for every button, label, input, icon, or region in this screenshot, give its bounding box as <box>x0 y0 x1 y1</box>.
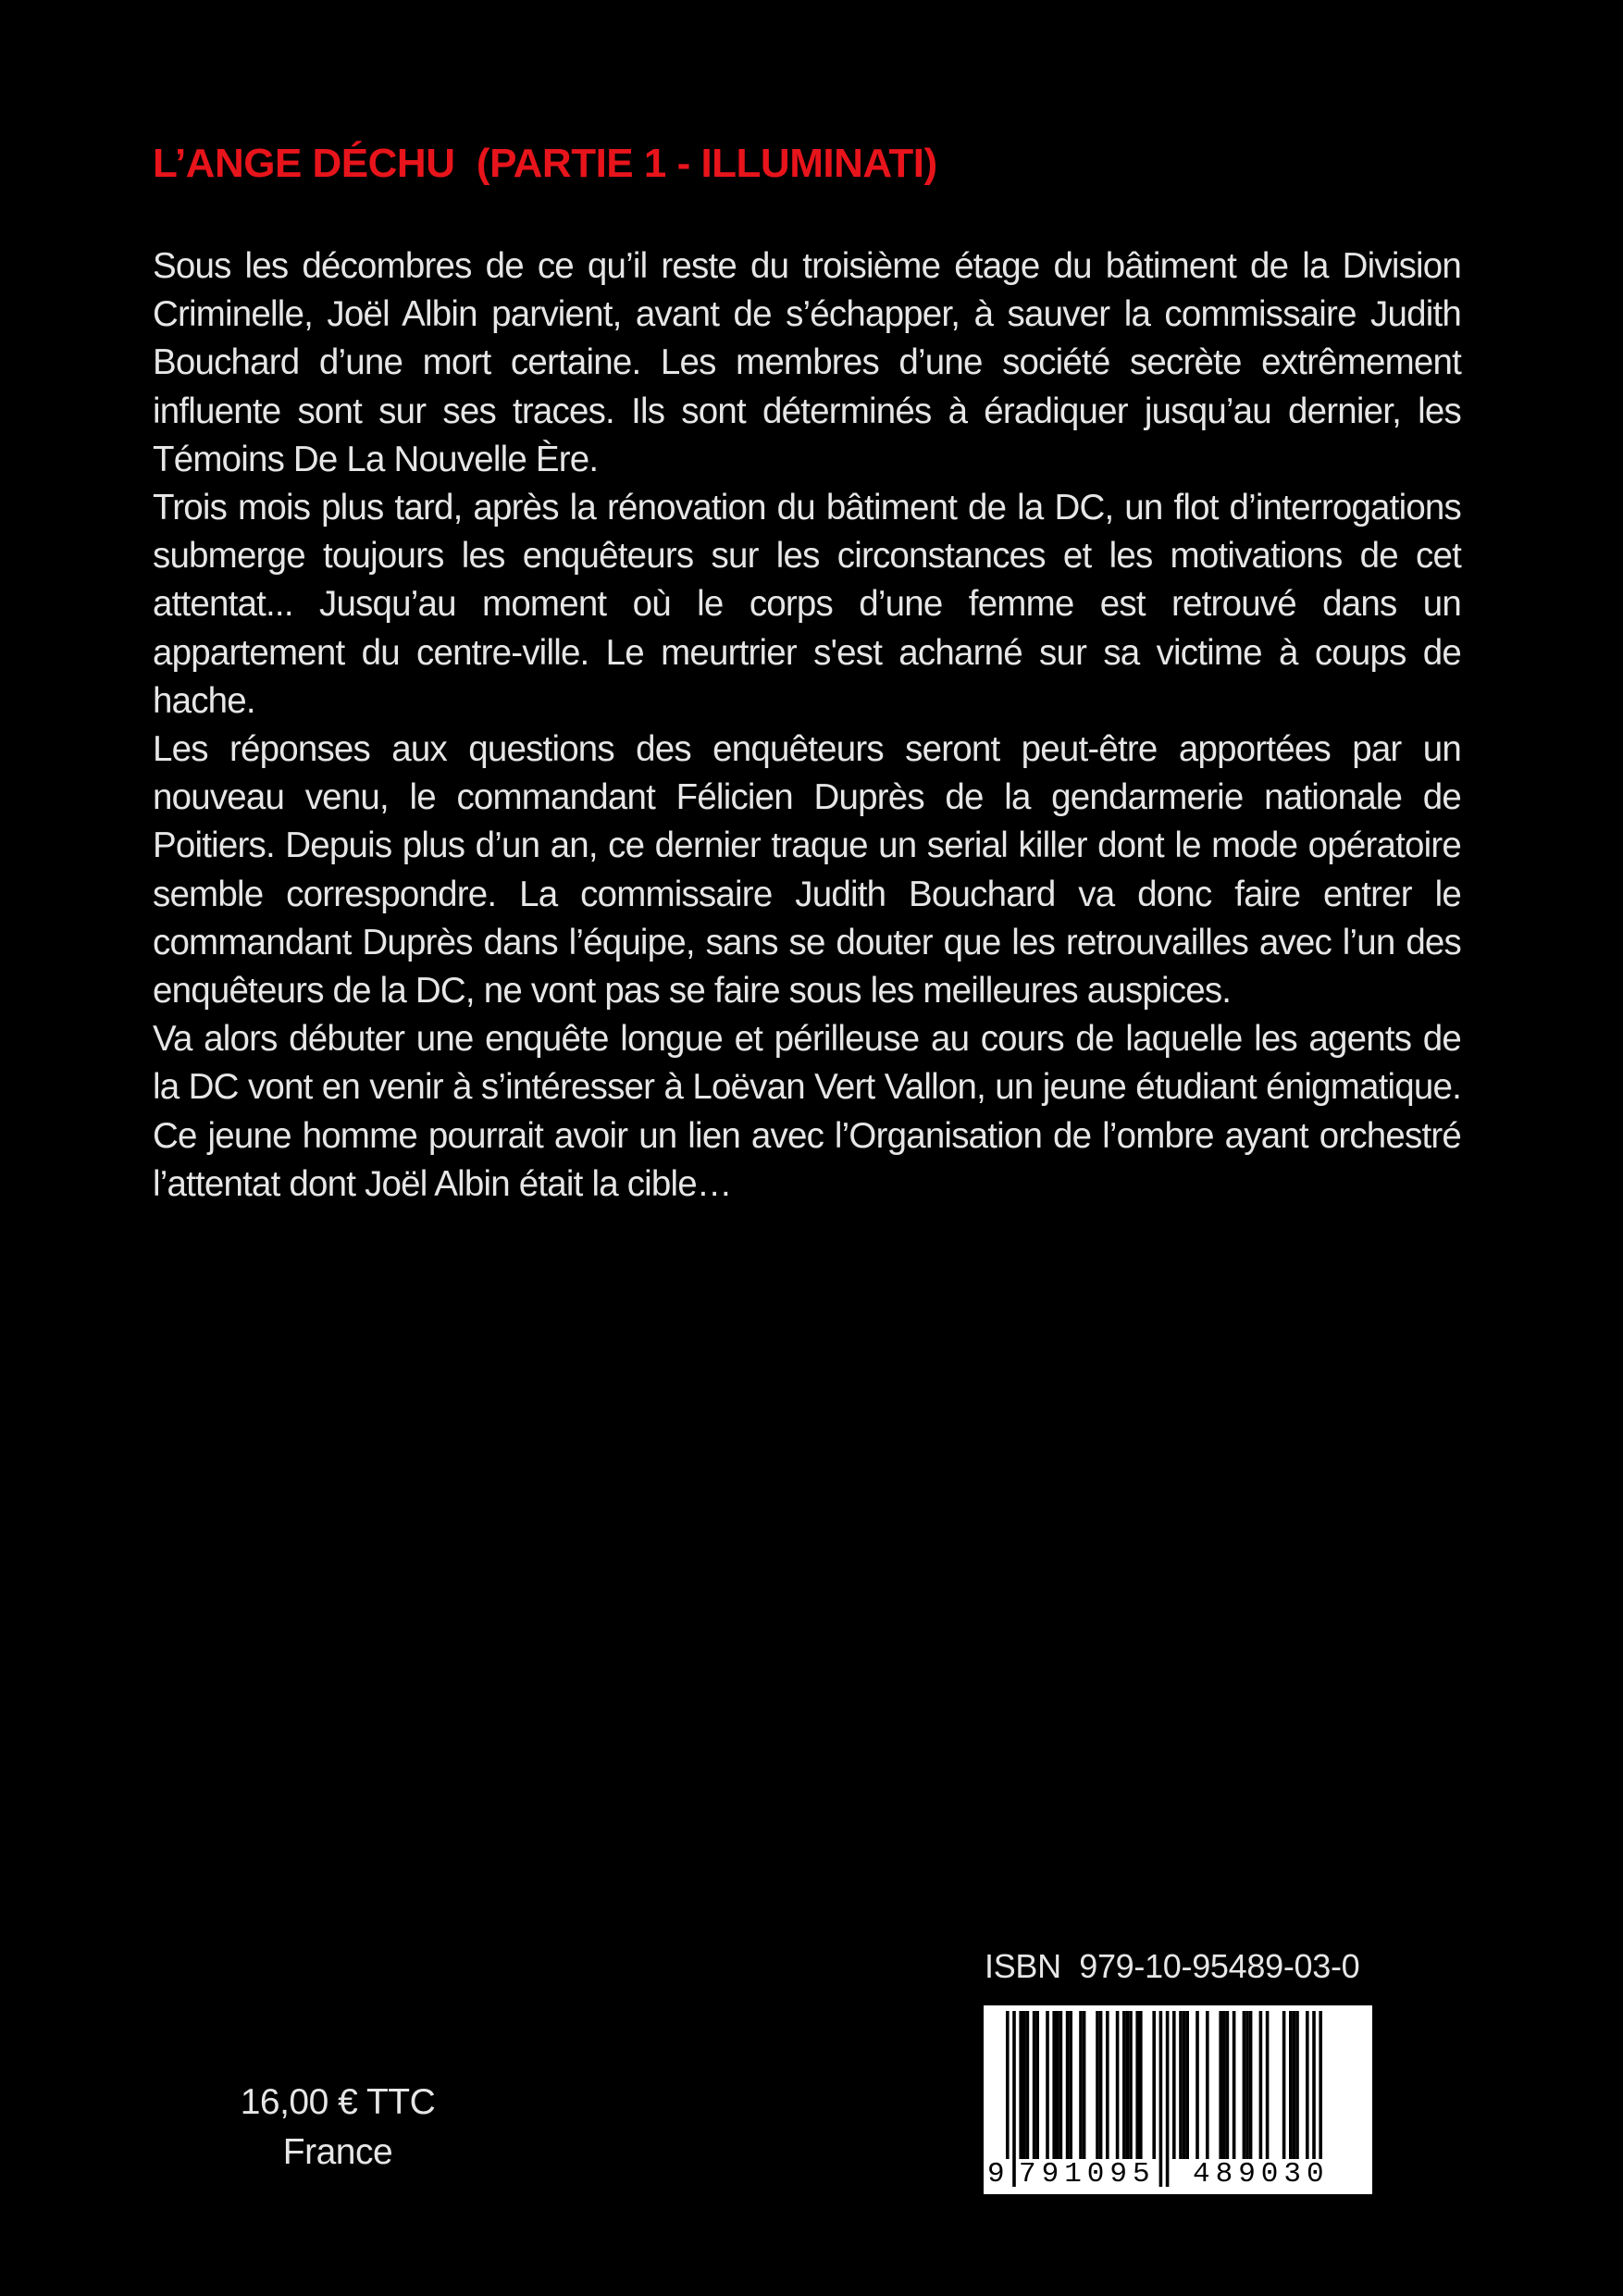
isbn-label: ISBN 979-10-95489-03-0 <box>985 1947 1360 1985</box>
barcode-bar <box>1233 2011 1236 2159</box>
barcode-bar <box>1116 2011 1120 2159</box>
barcode-bar <box>1056 2011 1059 2159</box>
barcode-bar <box>1069 2011 1072 2159</box>
barcode-bar <box>1033 2011 1036 2159</box>
barcode-digits <box>984 2159 1372 2191</box>
barcode-bar <box>1183 2011 1186 2159</box>
blurb-paragraph-4: Va alors débuter une enquête longue et périlleuse au cours de laquelle les agents de la DC vont en venir à s’intéresser à Loëvan Vert Vallon, un jeune étudiant énigmatique. Ce jeune homme pourrait avoir un lien avec l’Organisation de l’ombre ayant orchestré l’attentat dont Joël Albin était la cible… <box>153 1019 1461 1204</box>
barcode-bar <box>1243 2011 1246 2159</box>
barcode-bar <box>1266 2011 1270 2159</box>
barcode-bar <box>1196 2011 1199 2159</box>
barcode-bar <box>1052 2011 1056 2159</box>
barcode-bar <box>1219 2011 1222 2159</box>
barcode-bar <box>1026 2011 1030 2159</box>
barcode-bar <box>1059 2011 1063 2159</box>
barcode-bar <box>1249 2011 1253 2159</box>
barcode-bar <box>1306 2011 1309 2159</box>
barcode-bar <box>1245 2011 1249 2159</box>
barcode-bar <box>1289 2011 1293 2159</box>
barcode-bar <box>1099 2011 1103 2159</box>
blurb-paragraph-1: Sous les décombres de ce qu’il reste du troisième étage du bâtiment de la Division Criminelle, Joël Albin parvient, avant de s’échapper, à sauver la commissaire Judith Bouchard d’une mort certaine. Les membres d’une société secrète extrêmement influente sont sur ses traces. Ils sont déterminés à éradiquer jusqu’au dernier, les Témoins De La Nouvelle Ère. <box>153 246 1461 479</box>
barcode-bar <box>1066 2011 1070 2159</box>
barcode-bar <box>1106 2011 1109 2159</box>
barcode-bar <box>1295 2011 1299 2159</box>
barcode-bar <box>1139 2011 1143 2159</box>
barcode-bar <box>1222 2011 1226 2159</box>
barcode-digit-lead: 9 <box>987 2158 1010 2191</box>
book-title: L’ANGE DÉCHU (PARTIE 1 - ILLUMINATI) <box>153 141 937 186</box>
barcode-bar <box>1019 2011 1022 2159</box>
barcode-bar <box>1293 2011 1296 2159</box>
blurb-paragraph-3: Les réponses aux questions des enquêteurs seront peut-être apportées par un nouveau venu, le commandant Félicien Duprès de la gendarmerie nationale de Poitiers. Depuis plus d’un an, ce dernier traque un serial killer dont le mode opératoire semble correspondre. La commissaire Judith Bouchard va donc faire entrer le commandant Duprès dans l’équipe, sans se douter que les retrouvailles avec l’un des enquêteurs de la DC, ne vont pas se faire sous les meilleures auspices. <box>153 729 1461 1011</box>
barcode-bar <box>1152 2011 1156 2159</box>
barcode-bar <box>1079 2011 1083 2159</box>
blurb-paragraph-2: Trois mois plus tard, après la rénovation du bâtiment de la DC, un flot d’interrogations submerge toujours les enquêteurs sur les circonstances et les motivations de cet attentat... Jusqu’au moment où le corps d’une femme est retrouvé dans un appartement du centre-ville. Le meurtrier s'est acharné sur sa victime à coups de hache. <box>153 488 1461 721</box>
barcode-bar <box>1172 2011 1176 2159</box>
barcode-bar <box>1206 2011 1209 2159</box>
barcode-bar <box>1282 2011 1286 2159</box>
barcode-bar <box>1035 2011 1039 2159</box>
price-block <box>185 2078 490 2178</box>
barcode-bar <box>1122 2011 1126 2159</box>
barcode-bar <box>1259 2011 1263 2159</box>
barcode-bar <box>1179 2011 1183 2159</box>
price-amount: 16,00 € TTC <box>240 2082 436 2122</box>
barcode-bar <box>1096 2011 1099 2159</box>
barcode <box>984 2005 1372 2194</box>
barcode-bar <box>1022 2011 1026 2159</box>
barcode-bar <box>1126 2011 1130 2159</box>
barcode-bar <box>1046 2011 1049 2159</box>
barcode-digits-left: 791095 <box>1019 2158 1156 2191</box>
barcode-bar <box>1226 2011 1230 2159</box>
barcode-bar <box>1083 2011 1086 2159</box>
barcode-digits-right: 489030 <box>1193 2158 1330 2191</box>
barcode-bar <box>1129 2011 1133 2159</box>
barcode-bar <box>1135 2011 1139 2159</box>
price-country: France <box>282 2132 393 2172</box>
back-cover-blurb <box>153 242 1461 1209</box>
barcode-bar <box>1185 2011 1189 2159</box>
